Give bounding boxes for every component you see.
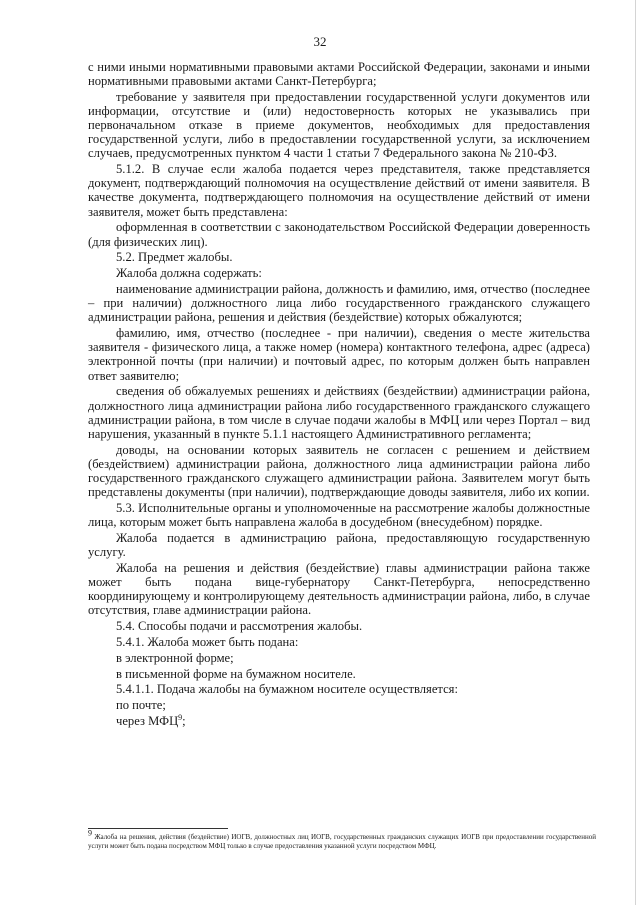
paragraph: Жалоба подается в администрацию района, предоставляющую государственную услугу. bbox=[88, 530, 590, 559]
paragraph: 5.1.2. В случае если жалоба подается через представителя, также представляется документ, подтверждающий полномочия на осуществление действий от имени заявителя. В качестве документа, подтверждающего полномочия на осуществление действий от имени заявителя, может быть представлена: bbox=[88, 162, 590, 219]
section-heading: 5.2. Предмет жалобы. bbox=[116, 250, 233, 265]
list-item: через МФЦ$^9$; bbox=[116, 713, 186, 729]
footnote bbox=[88, 828, 597, 851]
paragraph: с ними иными нормативными правовыми актами Российской Федерации, законами и иными нормативными правовыми актами Санкт-Петербурга; bbox=[88, 60, 590, 89]
section-heading: 5.4. Способы подачи и рассмотрения жалобы. bbox=[116, 618, 363, 633]
paragraph: наименование администрации района, должность и фамилию, имя, отчество (последнее – при наличии) должностного лица либо государственного гражданского служащего администрации района, решения и действия (бездействие) которых обжалуются; bbox=[88, 282, 590, 325]
list-item-text: через МФЦ bbox=[116, 714, 179, 729]
paragraph: требование у заявителя при предоставлении государственной услуги документов или информации, отсутствие и (или) недостоверность которых не указывались при первоначальном отказе в приеме документов, необходимых для предоставления государственной услуги, либо в предоставлении государственной услуги, за исключением случаев, предусмотренных пунктом 4 части 1 статьи 7 Федерального закона № 210-ФЗ. bbox=[88, 89, 590, 161]
paragraph: 5.4.1. Жалоба может быть подана: bbox=[116, 634, 299, 649]
page-number: 32 bbox=[313, 34, 327, 49]
paragraph: оформленная в соответствии с законодательством Российской Федерации доверенность (для физических лиц). bbox=[88, 220, 590, 249]
list-item: в письменной форме на бумажном носителе. bbox=[116, 666, 356, 681]
paragraph: доводы, на основании которых заявитель не согласен с решением и действием (бездействием) администрации района, должностного лица администрации района либо государственного гражданского служащего администрации района. Заявителем могут быть представлены документы (при наличии), подтверждающие доводы заявителя, либо их копии. bbox=[88, 442, 590, 499]
document-body bbox=[88, 60, 590, 730]
paragraph: фамилию, имя, отчество (последнее - при наличии), сведения о месте жительства заявителя - физического лица, а также номер (номера) контактного телефона, адрес (адреса) электронной почты (при наличии) и почтовый адрес, по которым должен быть направлен ответ заявителю; bbox=[88, 326, 590, 383]
footnote-divider bbox=[88, 828, 228, 829]
scan-edge-line bbox=[635, 0, 636, 905]
paragraph: сведения об обжалуемых решениях и действиях (бездействии) администрации района, должностного лица администрации района либо государственного гражданского служащего администрации района, в том числе в случае подачи жалобы в МФЦ или через Портал – вид нарушения, указанный в пункте 5.1.1 настоящего Административного регламента; bbox=[88, 384, 590, 441]
footnote-reference: 9 bbox=[178, 713, 183, 723]
paragraph: Жалоба должна содержать: bbox=[116, 266, 262, 281]
footnote-text: Жалоба на решения, действия (бездействие) ИОГВ, должностных лиц ИОГВ, государственных гражданских служащих ИОГВ при предоставлении государственной услуги может быть подана посредством МФЦ только в случае предоставления указанной услуги посредством МФЦ. bbox=[88, 833, 597, 850]
list-item: в электронной форме; bbox=[116, 650, 234, 665]
paragraph: 5.4.1.1. Подача жалобы на бумажном носителе осуществляется: bbox=[116, 682, 458, 697]
list-item: по почте; bbox=[116, 698, 166, 713]
footnote-marker: 9 bbox=[88, 828, 92, 838]
paragraph: Жалоба на решения и действия (бездействие) главы администрации района также может быть подана вице-губернатору Санкт-Петербурга, непосредственно координирующему и контролирующему деятельность администрации района, либо, в случае отсутствия, главе администрации района. bbox=[88, 560, 590, 618]
section-heading: 5.3. Исполнительные органы и уполномоченные на рассмотрение жалобы должностные лица, которым может быть направлена жалоба в досудебном (внесудебном) порядке. bbox=[88, 500, 590, 529]
